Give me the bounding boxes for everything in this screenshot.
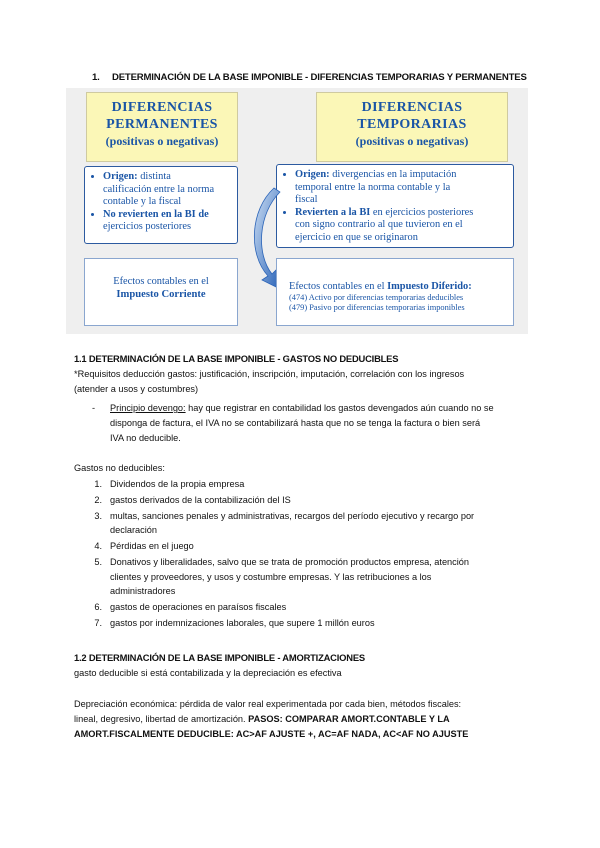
section-1-heading xyxy=(92,72,527,83)
temporary-origin-label: Origen: xyxy=(295,169,330,180)
permanent-origin-item xyxy=(103,171,233,209)
differences-diagram xyxy=(66,88,528,334)
list-item xyxy=(80,555,474,569)
devengo-text-1: hay que registrar en contabilidad los gastos devengados aún cuando no se xyxy=(185,403,494,413)
list-item-continuation: clientes y proveedores, y usos y costumbre empresas. Y las retribuciones a los xyxy=(110,571,432,582)
requirements-line-1: *Requisitos deducción gastos: justificación, inscripción, imputación, correlación con los ingresos xyxy=(74,369,465,379)
list-item-text: Donativos y liberalidades, salvo que se trata de promoción productos empresa, atención xyxy=(110,557,470,568)
temporary-effect-474: (474) Activo por diferencias temporarias deducibles xyxy=(289,293,464,302)
permanent-title-sub: (positivas o negativas) xyxy=(105,134,219,148)
devengo-line-3: IVA no deducible. xyxy=(110,433,181,443)
permanent-title-line1: DIFERENCIAS xyxy=(111,100,213,115)
depreciation-steps-2: AMORT.FISCALMENTE DEDUCIBLE: AC>AF AJUSTE +, AC=AF NADA, AC<AF NO AJUSTE xyxy=(74,729,469,739)
temporary-origin-text-3: fiscal xyxy=(295,194,318,206)
temporary-differences-title-box xyxy=(316,92,508,162)
temporary-revert-text-3: ejercicio en que se originaron xyxy=(295,231,418,243)
permanent-details-box xyxy=(84,166,238,244)
list-item-number: 1. xyxy=(94,479,102,489)
section-1-title: DETERMINACIÓN DE LA BASE IMPONIBLE - DIFERENCIAS TEMPORARIAS Y PERMANENTES xyxy=(112,72,527,83)
list-item-number: 4. xyxy=(94,541,102,552)
section-1-number: 1. xyxy=(92,72,100,83)
devengo-label: Principio devengo: xyxy=(110,403,186,413)
list-item-number: 7. xyxy=(94,618,102,629)
list-item xyxy=(80,616,474,630)
list-item xyxy=(80,509,474,523)
list-item-text: Dividendos de la propia empresa xyxy=(110,479,245,489)
depreciation-line-2 xyxy=(74,712,450,726)
list-item xyxy=(80,600,474,614)
temporary-effect-bold: Impuesto Diferido: xyxy=(387,281,472,292)
devengo-line-1 xyxy=(110,401,494,415)
section-1-2-title: 1.2 DETERMINACIÓN DE LA BASE IMPONIBLE - AMORTIZACIONES xyxy=(74,652,365,663)
temporary-revert-item xyxy=(295,207,509,245)
temporary-effect-479: (479) Pasivo por diferencias temporarias imponibles xyxy=(289,303,465,312)
list-item-number: 5. xyxy=(94,557,102,568)
temporary-revert-label: Revierten a la BI xyxy=(295,206,371,218)
list-item-text: gastos por indemnizaciones laborales, que supere 1 millón euros xyxy=(110,618,375,629)
temporary-title-line2: TEMPORARIAS xyxy=(357,117,467,132)
list-item-number: 3. xyxy=(94,511,102,521)
permanent-revert-item xyxy=(103,209,233,234)
list-item-continuation: administradores xyxy=(110,586,176,597)
permanent-effect-box xyxy=(84,258,238,326)
non-deductible-list xyxy=(80,477,474,631)
permanent-revert-text: ejercicios posteriores xyxy=(103,221,191,233)
temporary-origin-text-2: temporal entre la norma contable y la xyxy=(295,181,451,193)
temporary-origin-text: divergencias en la imputación xyxy=(329,169,457,180)
permanent-origin-text: distinta xyxy=(137,171,171,182)
list-item-number: 6. xyxy=(94,602,102,613)
permanent-differences-title-box xyxy=(86,92,238,162)
permanent-origin-label: Origen: xyxy=(103,171,138,182)
temporary-title-sub: (positivas o negativas) xyxy=(355,134,469,148)
temporary-effect-text: Efectos contables en el xyxy=(289,281,388,292)
list-item-continuation: declaración xyxy=(110,525,157,536)
permanent-title-line2: PERMANENTES xyxy=(106,117,218,132)
depreciation-steps-1: PASOS: COMPARAR AMORT.CONTABLE Y LA xyxy=(248,714,450,724)
requirements-line-2: (atender a usos y costumbres) xyxy=(74,384,199,394)
temporary-revert-text: en ejercicios posteriores xyxy=(370,206,474,218)
permanent-effect-l1: Efectos contables en el xyxy=(113,276,209,287)
list-item xyxy=(80,493,474,507)
amortization-line-1: gasto deducible si está contabilizada y la depreciación es efectiva xyxy=(74,668,342,678)
depreciation-text-2: lineal, degresivo, libertad de amortización. xyxy=(74,714,249,724)
list-item-text: gastos derivados de la contabilización del IS xyxy=(110,495,291,505)
section-1-1-title: 1.1 DETERMINACIÓN DE LA BASE IMPONIBLE - GASTOS NO DEDUCIBLES xyxy=(74,353,399,364)
permanent-effect-l2: Impuesto Corriente xyxy=(116,289,206,300)
temporary-origin-item xyxy=(295,169,509,207)
devengo-line-2: disponga de factura, el IVA no se contabilizará hasta que no se tenga la factura o bien será xyxy=(110,418,481,428)
list-item-text: multas, sanciones penales y administrativas, recargos del período ejecutivo y recargo por xyxy=(110,511,475,521)
permanent-revert-label: No revierten en la BI de xyxy=(103,208,209,220)
temporary-effect-l1 xyxy=(289,281,513,293)
temporary-revert-text-2: con signo contrario al que tuvieron en el xyxy=(295,219,463,231)
list-item-number: 2. xyxy=(94,495,102,505)
list-item-text: Pérdidas en el juego xyxy=(110,541,194,552)
temporary-title-line1: DIFERENCIAS xyxy=(361,100,463,115)
devengo-dash: - xyxy=(92,403,96,413)
non-deductible-heading: Gastos no deducibles: xyxy=(74,463,165,473)
depreciation-line-1: Depreciación económica: pérdida de valor real experimentada por cada bien, métodos fiscales: xyxy=(74,699,462,709)
temporary-details-box xyxy=(276,164,514,248)
list-item-text: gastos de operaciones en paraísos fiscales xyxy=(110,602,287,613)
list-item xyxy=(80,477,474,491)
permanent-origin-text-2: calificación entre la norma xyxy=(103,183,215,195)
permanent-origin-text-3: contable y la fiscal xyxy=(103,196,182,208)
temporary-effect-box xyxy=(276,258,514,326)
list-item xyxy=(80,539,474,553)
